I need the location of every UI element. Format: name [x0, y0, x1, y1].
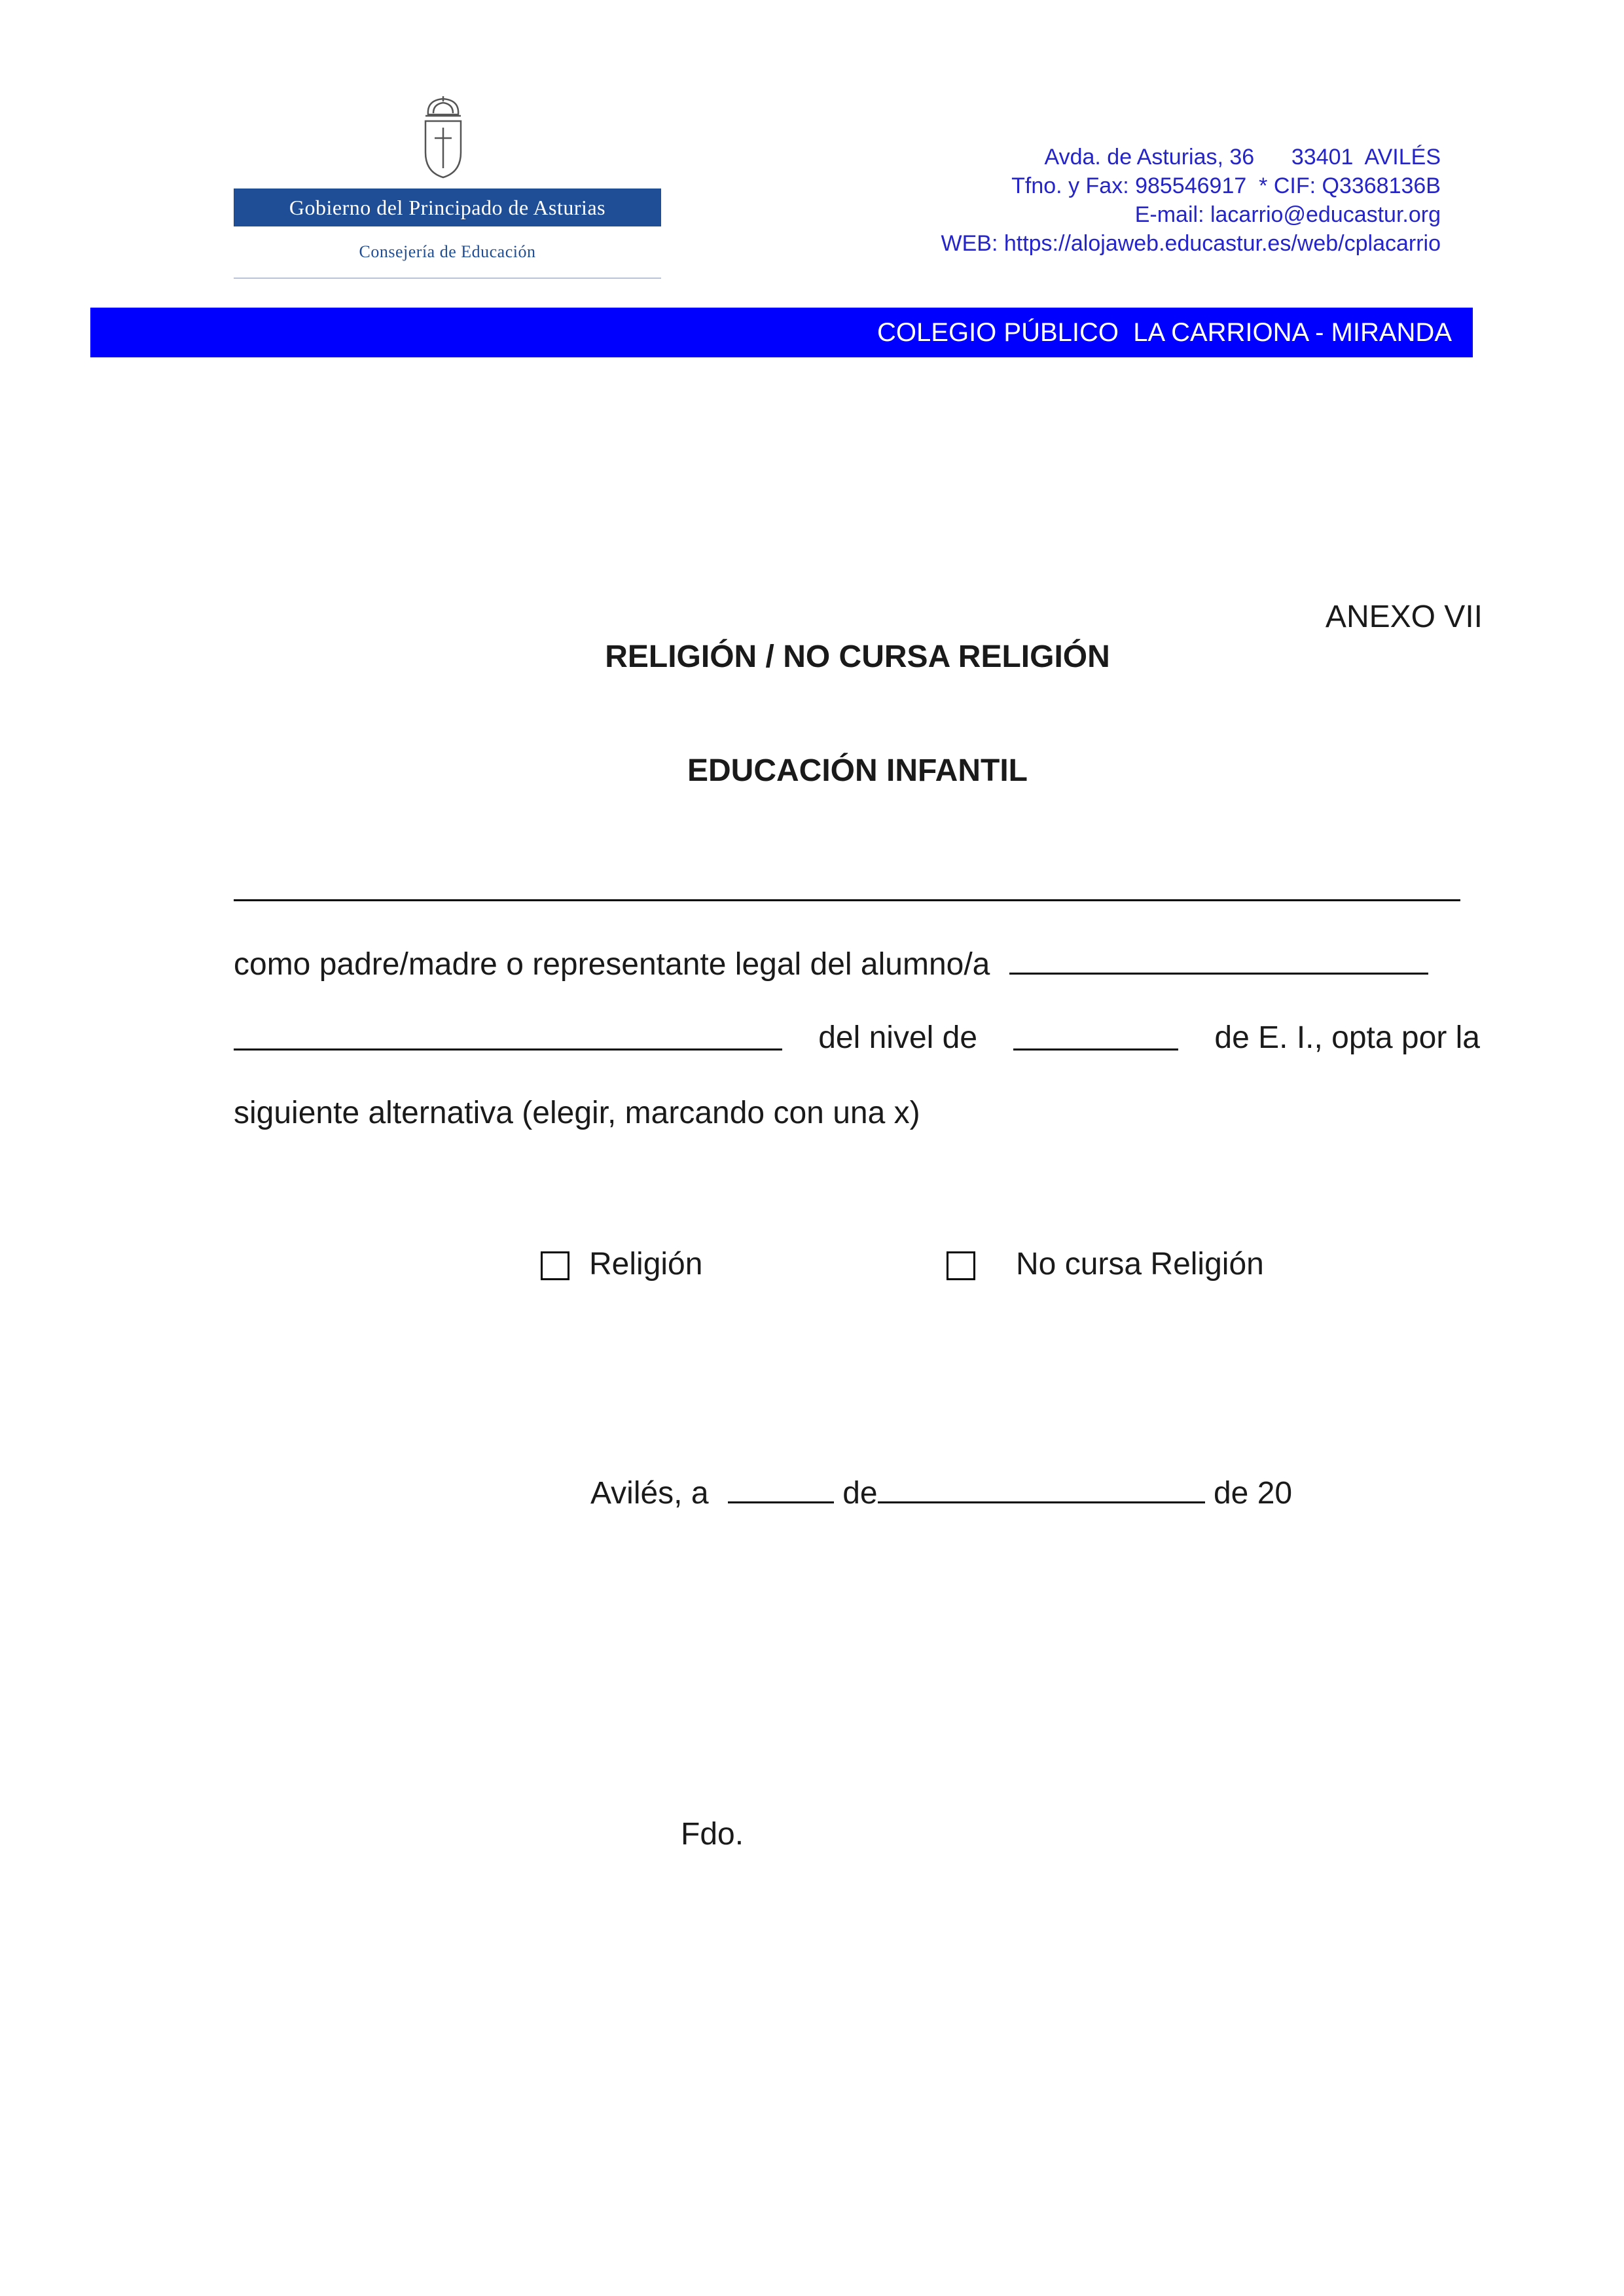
phone-fax: Tfno. y Fax: 985546917 * CIF: Q3368136B [1011, 173, 1441, 198]
no-religion-checkbox[interactable] [947, 1251, 975, 1280]
contact-block [941, 143, 1441, 258]
form-line-level [234, 1020, 1480, 1056]
choice-instructions: siguiente alternativa (elegir, marcando con una x) [234, 1096, 920, 1130]
level-rest-label: de E. I., opta por la [1214, 1020, 1480, 1055]
parent-name-field[interactable] [234, 899, 1460, 901]
government-logo-bar: Gobierno del Principado de Asturias [234, 188, 661, 226]
address: Avda. de Asturias, 36 33401 AVILÉS [1044, 145, 1441, 170]
month-field[interactable] [878, 1473, 1205, 1503]
year-prefix-label: de 20 [1213, 1476, 1293, 1511]
email: E-mail: lacarrio@educastur.org [1134, 202, 1441, 227]
logo-divider [234, 278, 661, 279]
level-field[interactable] [1013, 1020, 1178, 1050]
religion-checkbox[interactable] [541, 1251, 569, 1280]
coat-of-arms-icon [419, 95, 468, 180]
form-line-student [234, 944, 1480, 982]
department-name: Consejería de Educación [359, 242, 536, 261]
date-de-label: de [842, 1476, 878, 1511]
level-label: del nivel de [818, 1020, 978, 1055]
student-label: como padre/madre o representante legal del alumno/a [234, 947, 990, 982]
place-label: Avilés, a [590, 1476, 709, 1511]
place-date-line [590, 1473, 1292, 1511]
student-name-continuation-field[interactable] [234, 1020, 782, 1050]
day-field[interactable] [728, 1473, 834, 1503]
no-religion-label: No cursa Religión [1016, 1247, 1264, 1282]
signature-label: Fdo. [681, 1817, 744, 1852]
form-subtitle: EDUCACIÓN INFANTIL [687, 753, 1028, 788]
website: WEB: https://alojaweb.educastur.es/web/cplacarrio [941, 231, 1441, 256]
form-title: RELIGIÓN / NO CURSA RELIGIÓN [605, 639, 1110, 674]
student-name-field[interactable] [1009, 944, 1428, 975]
school-name: COLEGIO PÚBLICO LA CARRIONA - MIRANDA [877, 318, 1452, 347]
religion-label: Religión [589, 1247, 703, 1282]
school-band [90, 308, 1473, 357]
annex-label: ANEXO VII [1325, 600, 1483, 634]
